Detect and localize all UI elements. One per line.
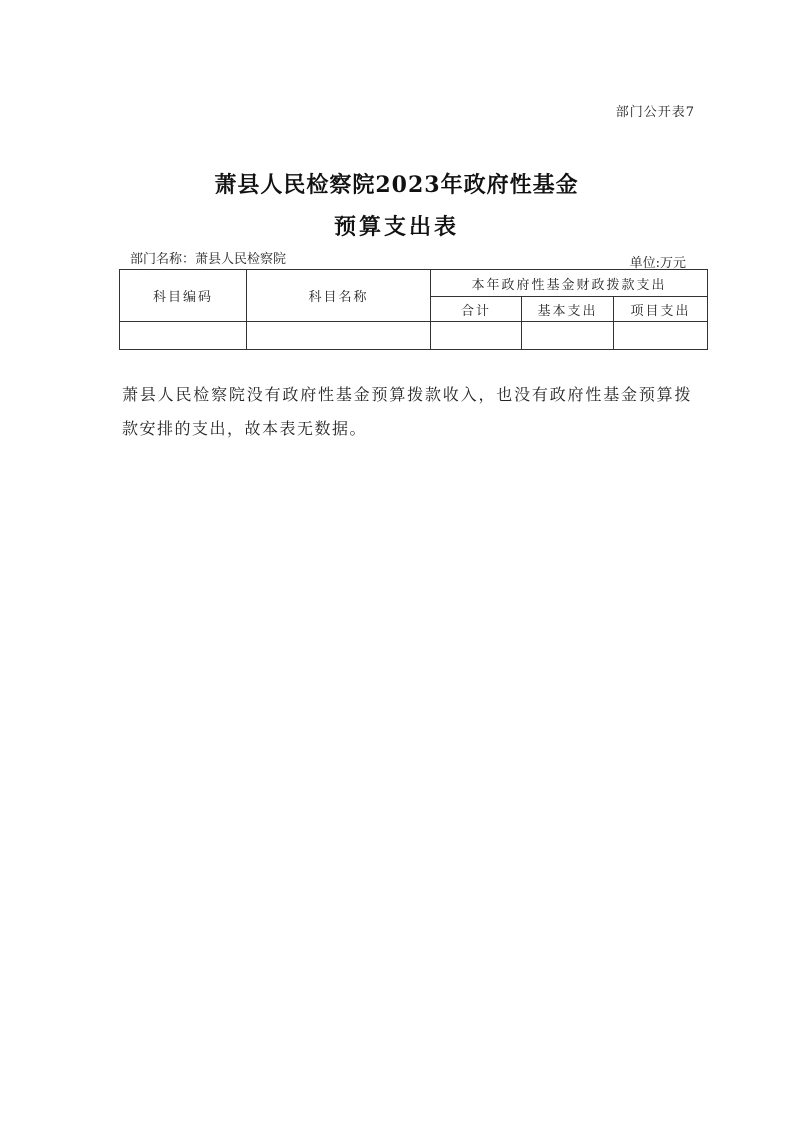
header-subject-name: 科目名称 xyxy=(247,270,431,322)
header-project-expenditure: 项目支出 xyxy=(614,297,708,322)
budget-table xyxy=(119,269,708,350)
table-cell xyxy=(120,322,247,350)
form-number-label: 部门公开表7 xyxy=(615,105,695,120)
meta-row xyxy=(130,248,686,271)
table-cell xyxy=(431,322,522,350)
header-subject-code: 科目编码 xyxy=(120,270,247,322)
page-title-line2: 预算支出表 xyxy=(333,214,459,240)
table-cell xyxy=(614,322,708,350)
table-header-row xyxy=(120,270,708,297)
header-total: 合计 xyxy=(431,297,522,322)
page-title-line1: 萧县人民检察院2023年政府性基金 xyxy=(214,172,579,198)
table-cell xyxy=(247,322,431,350)
no-data-note: 萧县人民检察院没有政府性基金预算拨款收入，也没有政府性基金预算拨款安排的支出，故本表无数据。 xyxy=(122,385,692,438)
header-basic-expenditure: 基本支出 xyxy=(522,297,614,322)
department-name: 部门名称：萧县人民检察院 xyxy=(130,252,287,267)
table-cell xyxy=(522,322,614,350)
table-row xyxy=(120,322,708,350)
unit-label: 单位:万元 xyxy=(629,256,686,271)
header-fund-expenditure: 本年政府性基金财政拨款支出 xyxy=(431,270,708,297)
